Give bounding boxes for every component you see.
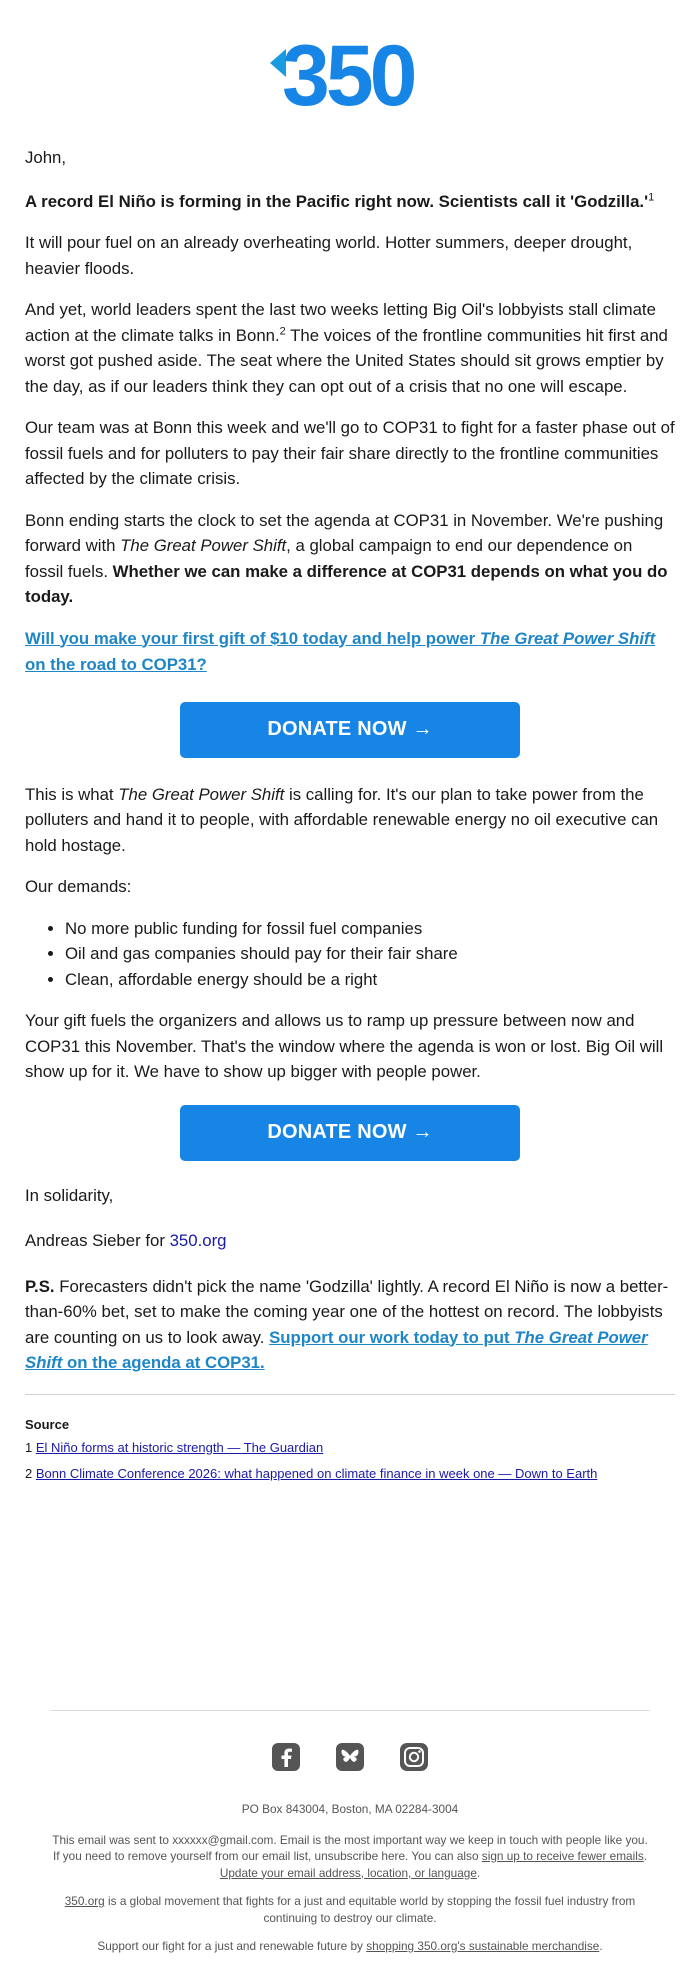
footer-shop: Support our fight for a just and renewable future by shopping 350.org's sustainable merchandise. xyxy=(97,1939,603,1953)
sources-title: Source xyxy=(25,1416,70,1432)
donate-row-2 xyxy=(25,1105,675,1161)
footer-divider xyxy=(50,1710,650,1711)
source-item-2: 2 Bonn Climate Conference 2026: what happened on climate finance in week one — Down to Earth xyxy=(25,1465,598,1481)
footnote-ref-2[interactable]: 2 xyxy=(279,324,286,337)
paragraph-4: Bonn ending starts the clock to set the agenda at COP31 in November. We're pushing forward with The Great Power Shift, a global campaign to end our dependence on fossil fuels. Whether we can make a difference at COP31 depends on what you do today. xyxy=(25,510,668,606)
350-org-link[interactable]: 350.org xyxy=(169,1231,227,1250)
demands-list xyxy=(25,916,675,993)
social-links xyxy=(0,1739,700,1775)
350-logo[interactable] xyxy=(268,33,433,113)
list-item: • Oil and gas companies should pay for their fair share xyxy=(65,941,675,967)
sources-section xyxy=(0,1395,700,1484)
source-item-1: 1 El Niño forms at historic strength — The Guardian xyxy=(25,1439,324,1455)
merchandise-link[interactable]: shopping 350.org's sustainable merchandise xyxy=(366,1939,600,1953)
donate-row-1 xyxy=(25,702,675,758)
postal-address: PO Box 843004, Boston, MA 02284-3004 xyxy=(241,1802,459,1816)
paragraph-3: Our team was at Bonn this week and we'll go to COP31 to fight for a faster phase out of fossil fuels and for polluters to pay their fair share directly to the frontline communities affected by the climate crisis. xyxy=(25,418,675,488)
footer-mission: 350.org is a global movement that fights for a just and equitable world by stopping the fossil fuel industry from continuing to destroy our climate. xyxy=(64,1894,636,1925)
logo-area xyxy=(0,0,700,145)
paragraph-5: This is what The Great Power Shift is calling for. It's our plan to take power from the polluters and hand it to people, with affordable renewable energy no oil executive can hold hostage. xyxy=(25,784,659,855)
instagram-icon[interactable] xyxy=(396,1739,432,1775)
closing: In solidarity, xyxy=(25,1185,114,1205)
paragraph-1: It will pour fuel on an already overheating world. Hotter summers, deeper drought, heavier floods. xyxy=(25,233,633,278)
svg-text:350: 350 xyxy=(281,32,413,113)
fewer-emails-link[interactable]: sign up to receive fewer emails xyxy=(481,1849,644,1863)
bluesky-icon[interactable] xyxy=(332,1739,368,1775)
demands-intro: Our demands: xyxy=(25,877,132,896)
salutation: John, xyxy=(25,148,67,167)
donate-button[interactable]: DONATE NOW → xyxy=(180,1105,520,1161)
facebook-icon[interactable] xyxy=(268,1739,304,1775)
support-link[interactable]: Support our work today to put The Great Power Shift on the agenda at COP31. xyxy=(25,1327,648,1372)
email-body xyxy=(0,145,700,1376)
list-item: • Clean, affordable energy should be a right xyxy=(65,967,675,993)
footer xyxy=(0,1710,700,1955)
paragraph-6: Your gift fuels the organizers and allows us to ramp up pressure between now and COP31 this November. That's the window where the agenda is won or lost. Big Oil will show up for it. We have to show up bigger with people power. xyxy=(25,1011,664,1081)
source-link-1[interactable]: El Niño forms at historic strength — The Guardian xyxy=(35,1439,324,1455)
donation-ask-link[interactable]: Will you make your first gift of $10 today and help power The Great Power Shift on the road to COP31? xyxy=(25,628,656,674)
footer-notice: This email was sent to xxxxxx@gmail.com. Email is the most important way we keep in touch with people like you. If you need to remove yourself from our email list, unsubscribe here. You can also sign up to receive fewer emails. Update your email address, location, or language. xyxy=(52,1832,648,1880)
postscript: P.S. Forecasters didn't pick the name 'Godzilla' lightly. A record El Niño is now a better-than-60% bet, set to make the coming year one of the hottest on record. The lobbyists are counting on us to look away. Support our work today to put The Great Power Shift on the agenda at COP31. xyxy=(25,1276,669,1372)
footnote-ref-1[interactable]: 1 xyxy=(648,190,655,203)
update-email-link[interactable]: Update your email address, location, or language xyxy=(219,1865,477,1880)
list-item: • No more public funding for fossil fuel companies xyxy=(65,916,675,942)
headline: A record El Niño is forming in the Pacific right now. Scientists call it '$Godzilla.'^1$ xyxy=(25,190,655,211)
signature: Andreas Sieber for 350.org xyxy=(25,1231,227,1250)
donate-button[interactable]: DONATE NOW → xyxy=(180,702,520,758)
paragraph-2: And yet, world leaders spent the last two weeks letting Big Oil's lobbyists stall climate action at the climate talks in Bonn.$^2$ The voices of the frontline communities hit first and worst got pushed aside. The seat where the United States should sit grows emptier by the day, as if our leaders think they can opt out of a crisis that no one will escape. xyxy=(25,300,668,396)
footer-350-link[interactable]: 350.org xyxy=(64,1894,105,1908)
source-link-2[interactable]: Bonn Climate Conference 2026: what happened on climate finance in week one — Down to Earth xyxy=(35,1465,598,1481)
